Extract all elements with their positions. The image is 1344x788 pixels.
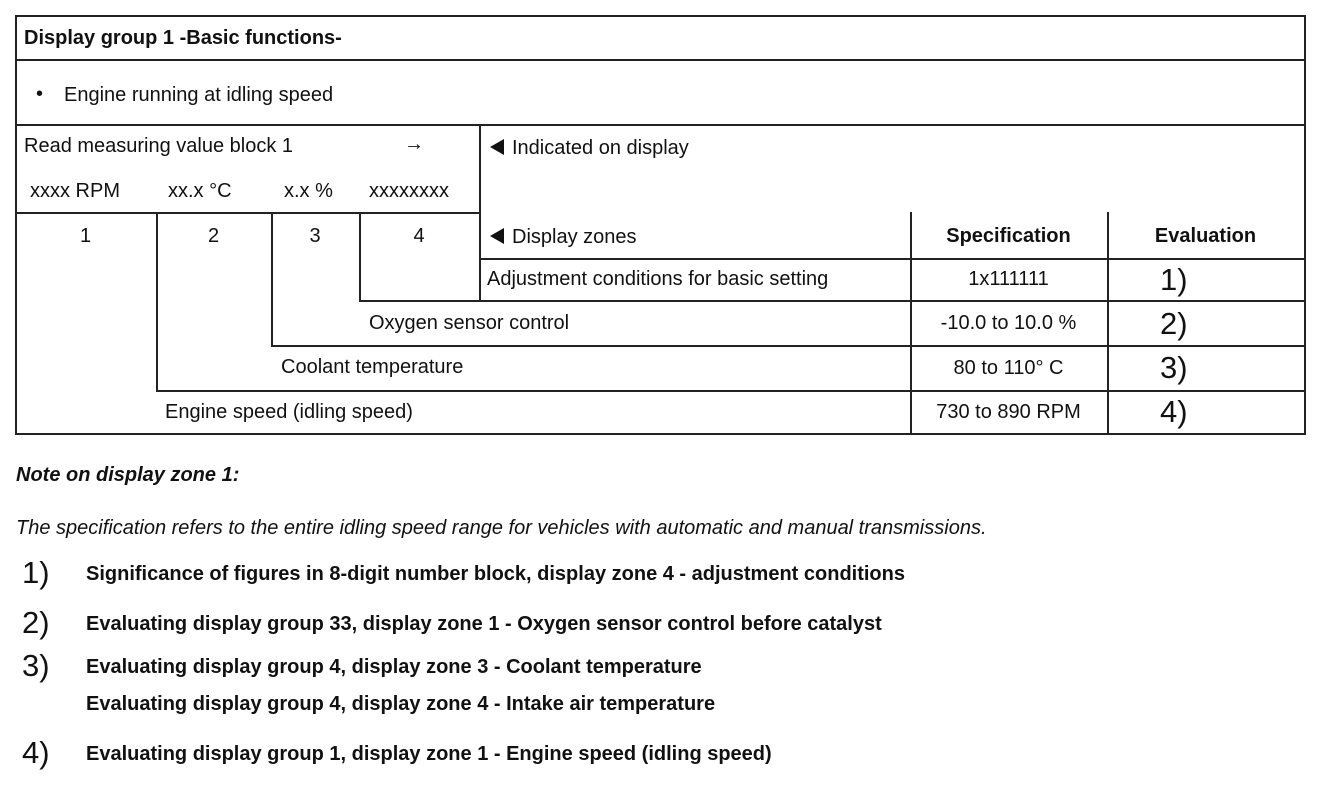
footnote-text-1: Significance of figures in 8-digit number block, display zone 4 - adjustment conditions — [86, 563, 905, 585]
right-arrow-icon: → — [404, 133, 424, 155]
zone-number-2: 2 — [207, 225, 220, 247]
footnote-text-2: Evaluating display group 33, display zone 1 - Oxygen sensor control before catalyst — [86, 613, 882, 635]
zone-number-3: 3 — [309, 225, 321, 247]
row-eval-4: 4) — [1160, 394, 1188, 429]
row-spec-coolant: 80 to 110° C — [953, 357, 1064, 379]
footnote-number-4: 4) — [22, 735, 50, 770]
display-zones — [490, 226, 637, 249]
row-label-engine-speed: Engine speed (idling speed) — [165, 401, 413, 423]
reading-zone-4: xxxxxxxx — [369, 180, 449, 202]
zone-number-4: 4 — [413, 225, 425, 247]
footnote-text-3a: Evaluating display group 4, display zone 3 - Coolant temperature — [86, 656, 702, 678]
row-label-coolant: Coolant temperature — [281, 356, 464, 378]
row-eval-3: 3) — [1160, 350, 1188, 385]
indicated-label: Indicated on display — [512, 137, 689, 159]
footnote-number-1: 1) — [22, 555, 50, 590]
reading-zone-1: xxxx RPM — [30, 180, 120, 202]
bullet: • — [36, 83, 44, 105]
pointer-left-icon — [490, 228, 504, 244]
read-block-label: Read measuring value block 1 — [24, 135, 294, 157]
footnote-number-2: 2) — [22, 605, 50, 640]
row-spec-oxygen: -10.0 to 10.0 % — [940, 312, 1077, 334]
pointer-left-icon — [490, 139, 504, 155]
reading-zone-2: xx.x °C — [168, 180, 232, 202]
condition-text: Engine running at idling speed — [64, 84, 334, 106]
header-row-line — [480, 258, 1305, 260]
readings-separator — [15, 212, 480, 214]
row-line-2 — [271, 345, 1305, 347]
evaluation-header: Evaluation — [1154, 225, 1257, 247]
title-separator — [15, 59, 1305, 61]
row-line-1 — [359, 300, 1305, 302]
row-line-3 — [156, 390, 1305, 392]
zone-number-1: 1 — [79, 225, 92, 247]
note-text: The specification refers to the entire idling speed range for vehicles with automatic and manual transmissions. — [16, 517, 987, 539]
footnote-text-3b: Evaluating display group 4, display zone 4 - Intake air temperature — [86, 693, 716, 715]
footnote-text-4: Evaluating display group 1, display zone 1 - Engine speed (idling speed) — [86, 743, 772, 765]
read-block-divider — [479, 124, 481, 300]
specification-header: Specification — [946, 225, 1071, 247]
display-zones-label: Display zones — [512, 226, 637, 248]
reading-zone-3: x.x % — [284, 180, 333, 202]
note-title: Note on display zone 1: — [16, 464, 240, 486]
row-eval-1: 1) — [1160, 262, 1188, 297]
table-title: Display group 1 -Basic functions- — [24, 27, 342, 49]
row-label-oxygen: Oxygen sensor control — [369, 312, 570, 334]
row-spec-adjustment: 1x111111 — [968, 268, 1049, 290]
condition-separator — [15, 124, 1305, 126]
row-spec-engine-speed: 730 to 890 RPM — [936, 401, 1081, 423]
table-border-top — [15, 15, 1305, 17]
indicated-on-display — [490, 137, 689, 160]
footnote-number-3: 3) — [22, 648, 50, 683]
table-border-bottom — [15, 433, 1305, 435]
table-border-right — [1304, 15, 1306, 435]
row-label-adjustment: Adjustment conditions for basic setting — [487, 268, 829, 290]
row-eval-2: 2) — [1160, 306, 1188, 341]
